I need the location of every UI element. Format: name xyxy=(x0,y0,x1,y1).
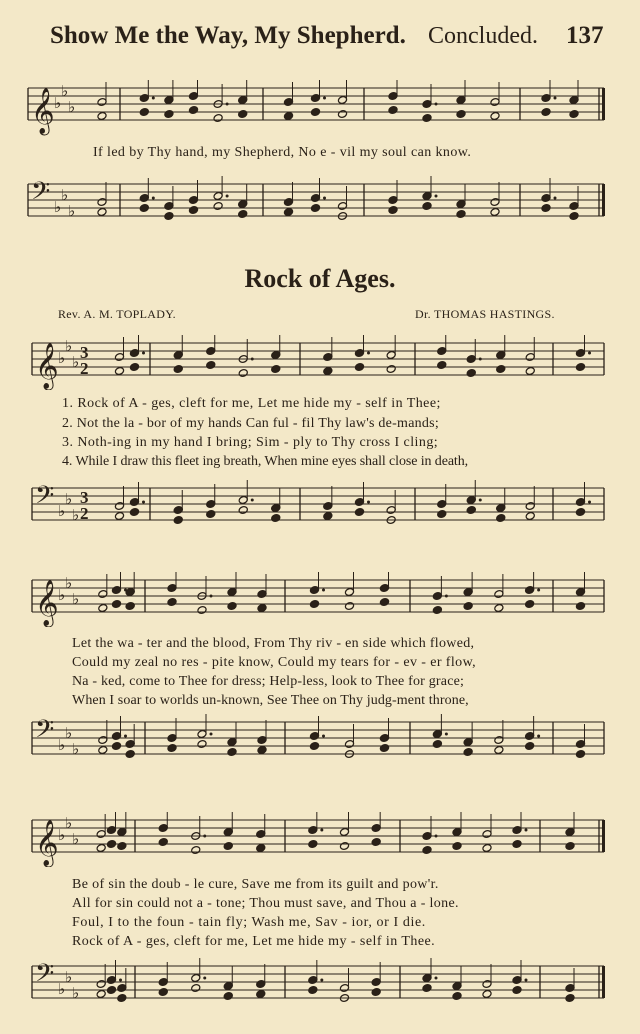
time-signature-numerator: 3 xyxy=(80,343,89,362)
flat-icon: ♭ xyxy=(72,830,80,848)
quarter-note xyxy=(227,602,237,611)
final-barline xyxy=(602,88,605,120)
song-title: Rock of Ages. xyxy=(244,264,396,293)
system1-verse-4-text: 4. While I draw this fleet ing breath, When mine eyes shall close in death, xyxy=(62,454,469,469)
dot xyxy=(588,352,591,355)
half-note xyxy=(337,110,347,119)
dot xyxy=(124,735,127,738)
quarter-note xyxy=(111,742,121,751)
quarter-note xyxy=(496,514,506,523)
system2-verse-4 xyxy=(0,693,640,713)
system3-verse-2-text: All for sin could not a - tone; Thou must save, and Thou a - lone. xyxy=(72,896,459,911)
quarter-note xyxy=(238,210,248,219)
quarter-note xyxy=(379,598,389,607)
hymn-title-continued: Show Me the Way, My Shepherd. xyxy=(50,22,406,49)
flat-icon: ♭ xyxy=(58,980,66,998)
quarter-note xyxy=(139,204,149,213)
flat-icon: ♭ xyxy=(58,826,66,844)
flat-icon: ♭ xyxy=(58,349,66,367)
time-signature-numerator: 3 xyxy=(80,488,89,507)
quarter-note xyxy=(139,108,149,117)
half-note xyxy=(494,746,504,755)
quarter-note xyxy=(575,750,585,759)
quarter-note xyxy=(106,840,116,849)
quarter-note xyxy=(257,746,267,755)
quarter-note xyxy=(310,204,320,213)
quarter-note xyxy=(422,202,432,211)
half-note xyxy=(339,842,349,851)
quarter-note xyxy=(452,992,462,1001)
system2-verse-3 xyxy=(0,674,640,694)
flat-icon: ♭ xyxy=(65,814,73,832)
system3-verse-3 xyxy=(0,915,640,935)
quarter-note xyxy=(117,842,127,851)
dot xyxy=(251,499,254,502)
dot xyxy=(367,352,370,355)
dot xyxy=(320,829,323,832)
quarter-note xyxy=(256,844,266,853)
quarter-note xyxy=(323,367,333,376)
final-barline xyxy=(602,966,605,998)
quarter-note xyxy=(422,114,432,123)
dot xyxy=(152,197,155,200)
system1-verse-4 xyxy=(0,454,640,474)
bass-clef-icon: 𝄢 xyxy=(35,715,55,750)
dot xyxy=(203,977,206,980)
treble-clef-icon: 𝄞 xyxy=(31,88,55,134)
half-note xyxy=(525,512,535,521)
dot xyxy=(152,97,155,100)
system3-treble-staff xyxy=(0,812,640,867)
dot xyxy=(367,501,370,504)
dot xyxy=(479,358,482,361)
treble-clef-icon: 𝄞 xyxy=(35,343,59,389)
quarter-note xyxy=(164,110,174,119)
quarter-note xyxy=(525,742,535,751)
system1-treble-staff xyxy=(0,335,640,390)
final-barline xyxy=(602,820,605,852)
system2-verse-2 xyxy=(0,655,640,675)
quarter-note xyxy=(569,212,579,221)
half-note xyxy=(525,367,535,376)
flat-icon: ♭ xyxy=(65,574,73,592)
dot xyxy=(323,97,326,100)
half-note xyxy=(482,990,492,999)
quarter-note xyxy=(575,602,585,611)
quarter-note xyxy=(158,838,168,847)
time-signature-denominator: 2 xyxy=(80,504,89,523)
quarter-note xyxy=(541,108,551,117)
quarter-note xyxy=(158,988,168,997)
quarter-note xyxy=(308,840,318,849)
half-note xyxy=(238,506,248,515)
system1-verse-3 xyxy=(0,435,640,455)
dot xyxy=(479,499,482,502)
quarter-note xyxy=(466,369,476,378)
dot xyxy=(554,97,557,100)
flat-icon: ♭ xyxy=(72,590,80,608)
shepherd-treble-staff xyxy=(0,80,640,140)
quarter-note xyxy=(223,842,233,851)
flat-icon: ♭ xyxy=(68,98,76,116)
quarter-note xyxy=(565,842,575,851)
quarter-note xyxy=(257,604,267,613)
author-credit: Rev. A. M. TOPLADY. xyxy=(58,307,176,321)
dot xyxy=(251,358,254,361)
page-header xyxy=(0,22,640,58)
dot xyxy=(226,103,229,106)
dot xyxy=(210,733,213,736)
dot xyxy=(554,197,557,200)
system3-bass-staff xyxy=(0,958,640,1013)
quarter-note xyxy=(512,840,522,849)
system3-verse-2 xyxy=(0,896,640,916)
dot xyxy=(525,829,528,832)
dot xyxy=(435,835,438,838)
system1-verse-2-text: 2. Not the la - bor of my hands Can ful - fil Thy law's de-mands; xyxy=(62,416,440,431)
quarter-note xyxy=(422,846,432,855)
half-note xyxy=(197,606,207,615)
dot xyxy=(142,352,145,355)
quarter-note xyxy=(432,740,442,749)
quarter-note xyxy=(283,208,293,217)
dot xyxy=(142,501,145,504)
quarter-note xyxy=(575,363,585,372)
half-note xyxy=(490,208,500,217)
quarter-note xyxy=(256,990,266,999)
dot xyxy=(445,733,448,736)
flat-icon: ♭ xyxy=(61,82,69,100)
system3-verse-4-text: Rock of A - ges, cleft for me, Let me hide my - self in Thee. xyxy=(72,934,436,949)
final-barline xyxy=(602,184,605,216)
flat-icon: ♭ xyxy=(72,353,80,371)
half-note xyxy=(114,512,124,521)
flat-icon: ♭ xyxy=(65,490,73,508)
dot xyxy=(203,835,206,838)
system1-verse-3-text: 3. Noth-ing in my hand I bring; Sim - ply to Thy cross I cling; xyxy=(62,435,439,450)
composer-credit: Dr. THOMAS HASTINGS. xyxy=(415,307,555,321)
quarter-note xyxy=(525,600,535,609)
half-note xyxy=(98,746,108,755)
quarter-note xyxy=(117,994,127,1003)
quarter-note xyxy=(111,600,121,609)
half-note xyxy=(191,846,201,855)
system2-bass-staff xyxy=(0,714,640,769)
treble-clef-icon: 𝄞 xyxy=(35,820,59,866)
dot xyxy=(435,977,438,980)
system3-verse-3-text: Foul, I to the foun - tain fly; Wash me, Sav - ior, or I die. xyxy=(72,915,426,930)
dot xyxy=(320,979,323,982)
half-note xyxy=(344,602,354,611)
quarter-note xyxy=(227,748,237,757)
quarter-note xyxy=(371,838,381,847)
flat-icon: ♭ xyxy=(65,724,73,742)
quarter-note xyxy=(354,508,364,517)
dot xyxy=(119,979,122,982)
flat-icon: ♭ xyxy=(65,968,73,986)
treble-clef-icon: 𝄞 xyxy=(35,580,59,626)
half-note xyxy=(97,112,107,121)
dot xyxy=(322,589,325,592)
system2-treble-staff xyxy=(0,572,640,627)
system2-verse-2-text: Could my zeal no res - pite know, Could my tears for - ev - er flow, xyxy=(72,655,477,670)
half-note xyxy=(238,369,248,378)
quarter-note xyxy=(422,984,432,993)
quarter-note xyxy=(496,365,506,374)
half-note xyxy=(386,365,396,374)
quarter-note xyxy=(167,744,177,753)
quarter-note xyxy=(206,361,216,370)
flat-icon: ♭ xyxy=(54,198,62,216)
half-note xyxy=(213,114,223,123)
half-note xyxy=(114,367,124,376)
quarter-note xyxy=(463,748,473,757)
system3-verse-1-text: Be of sin the doub - le cure, Save me from its guilt and pow'r. xyxy=(72,877,439,892)
half-note xyxy=(97,208,107,217)
quarter-note xyxy=(354,363,364,372)
half-note xyxy=(482,844,492,853)
page-number: 137 xyxy=(566,22,604,49)
quarter-note xyxy=(323,512,333,521)
bass-clef-icon: 𝄢 xyxy=(31,177,51,212)
quarter-note xyxy=(308,986,318,995)
quarter-note xyxy=(371,988,381,997)
quarter-note xyxy=(309,742,319,751)
quarter-note xyxy=(437,361,447,370)
dot xyxy=(435,195,438,198)
system1-verse-1-text: 1. Rock of A - ges, cleft for me, Let me hide my - self in Thee; xyxy=(62,396,441,411)
system2-verse-4-text: When I soar to worlds un-known, See Thee on Thy judg-ment throne, xyxy=(72,693,469,708)
system3-verse-4 xyxy=(0,934,640,954)
quarter-note xyxy=(456,210,466,219)
flat-icon: ♭ xyxy=(61,186,69,204)
flat-icon: ♭ xyxy=(58,586,66,604)
quarter-note xyxy=(238,110,248,119)
quarter-note xyxy=(466,506,476,515)
quarter-note xyxy=(206,510,216,519)
quarter-note xyxy=(452,842,462,851)
quarter-note xyxy=(463,602,473,611)
quarter-note xyxy=(379,744,389,753)
quarter-note xyxy=(575,508,585,517)
half-note xyxy=(490,112,500,121)
dot xyxy=(435,103,438,106)
flat-icon: ♭ xyxy=(72,506,80,524)
half-note xyxy=(197,740,207,749)
quarter-note xyxy=(283,112,293,121)
quarter-note xyxy=(388,206,398,215)
half-note xyxy=(98,604,108,613)
system1-bass-staff xyxy=(0,480,640,535)
quarter-note xyxy=(309,600,319,609)
shepherd-bass-staff xyxy=(0,176,640,236)
half-note xyxy=(96,844,106,853)
half-note xyxy=(494,604,504,613)
quarter-note xyxy=(432,606,442,615)
quarter-note xyxy=(125,750,135,759)
system2-verse-1 xyxy=(0,636,640,656)
quarter-note xyxy=(129,508,139,517)
quarter-note xyxy=(565,994,575,1003)
quarter-note xyxy=(437,510,447,519)
system3-verse-1 xyxy=(0,877,640,897)
quarter-note xyxy=(173,516,183,525)
flat-icon: ♭ xyxy=(58,736,66,754)
quarter-note xyxy=(188,106,198,115)
quarter-note xyxy=(388,106,398,115)
quarter-note xyxy=(310,108,320,117)
dot xyxy=(445,595,448,598)
quarter-note xyxy=(541,204,551,213)
half-note xyxy=(96,990,106,999)
half-note xyxy=(191,984,201,993)
flat-icon: ♭ xyxy=(65,337,73,355)
quarter-note xyxy=(188,206,198,215)
quarter-note xyxy=(106,986,116,995)
quarter-note xyxy=(512,986,522,995)
dot xyxy=(323,197,326,200)
dot xyxy=(525,979,528,982)
flat-icon: ♭ xyxy=(72,740,80,758)
quarter-note xyxy=(125,602,135,611)
quarter-note xyxy=(173,365,183,374)
quarter-note xyxy=(271,365,281,374)
half-note xyxy=(213,202,223,211)
system1-verse-2 xyxy=(0,416,640,436)
quarter-note xyxy=(569,110,579,119)
flat-icon: ♭ xyxy=(68,202,76,220)
quarter-note xyxy=(167,598,177,607)
system2-verse-1-text: Let the wa - ter and the blood, From Thy riv - en side which flowed, xyxy=(72,636,475,651)
concluded-label: Concluded. xyxy=(428,23,538,49)
bass-clef-icon: 𝄢 xyxy=(35,481,55,516)
quarter-note xyxy=(164,212,174,221)
quarter-note xyxy=(129,363,139,372)
dot xyxy=(588,501,591,504)
dot xyxy=(537,589,540,592)
dot xyxy=(210,595,213,598)
dot xyxy=(537,735,540,738)
quarter-note xyxy=(456,110,466,119)
bass-clef-icon: 𝄢 xyxy=(35,959,55,994)
shepherd-lyric-text: If led by Thy hand, my Shepherd, No e - vil my soul can know. xyxy=(93,145,472,160)
dot xyxy=(322,735,325,738)
system1-verse-1 xyxy=(0,396,640,416)
time-signature-denominator: 2 xyxy=(80,359,89,378)
flat-icon: ♭ xyxy=(54,94,62,112)
flat-icon: ♭ xyxy=(58,502,66,520)
shepherd-lyric xyxy=(0,145,640,165)
flat-icon: ♭ xyxy=(72,984,80,1002)
quarter-note xyxy=(271,514,281,523)
quarter-note xyxy=(223,992,233,1001)
dot xyxy=(226,195,229,198)
system2-verse-3-text: Na - ked, come to Thee for dress; Help-less, look to Thee for grace; xyxy=(72,674,465,689)
